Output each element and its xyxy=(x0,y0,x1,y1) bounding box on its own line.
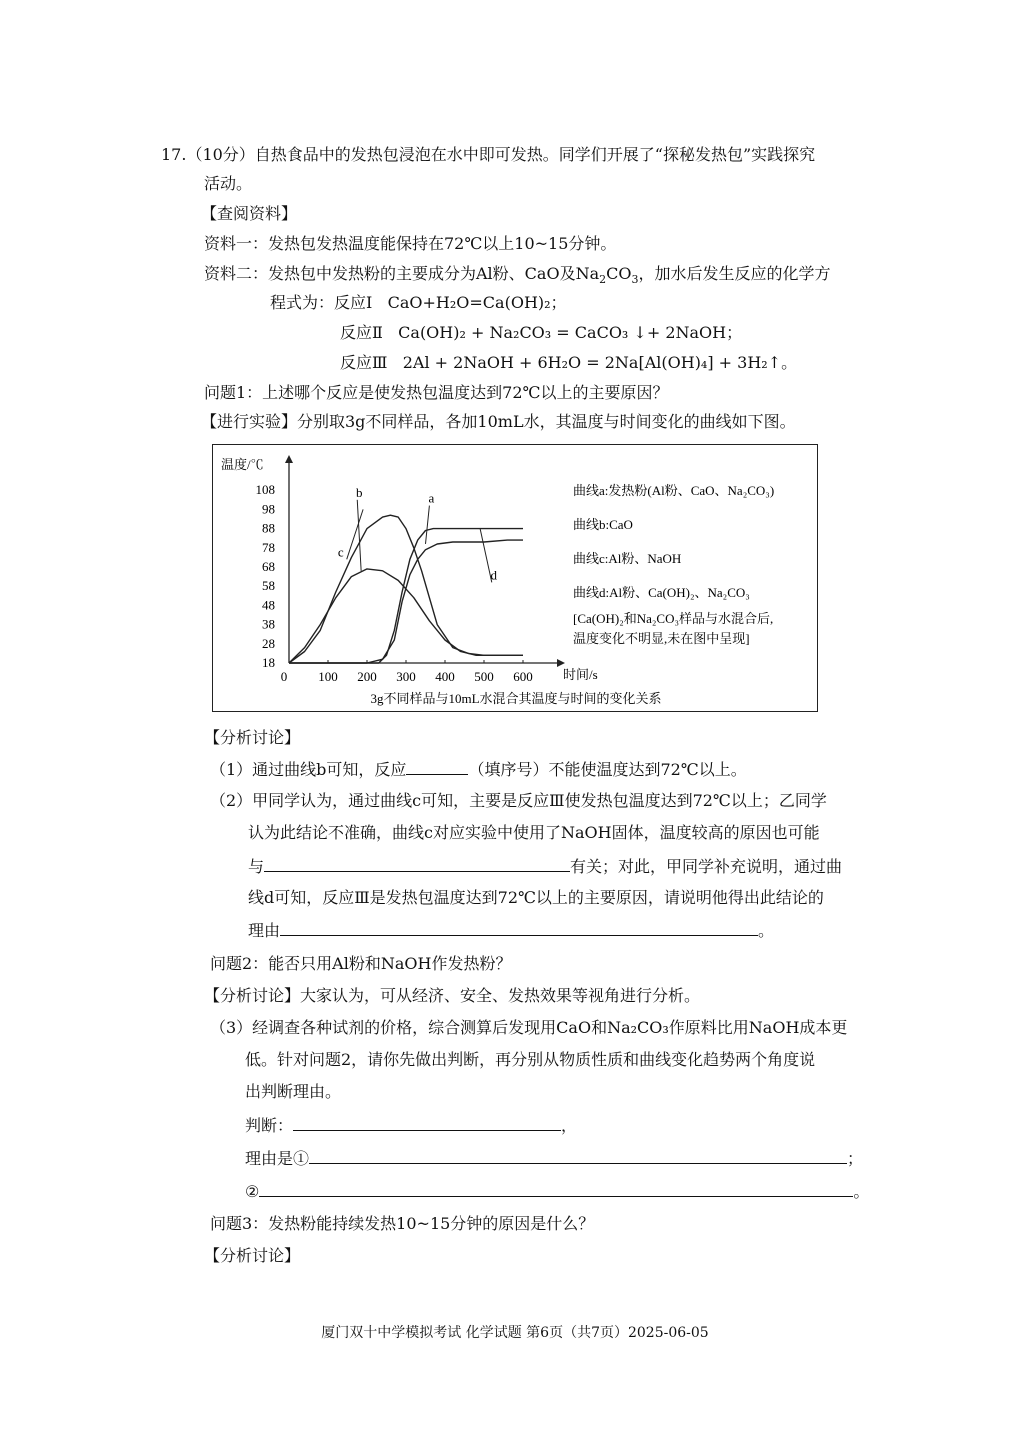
answer-blank-1[interactable] xyxy=(406,758,468,775)
y-tick-label: 108 xyxy=(255,482,275,498)
chart-svg xyxy=(213,445,819,713)
section-discussion-3: 【分析讨论】 xyxy=(204,1246,301,1265)
x-axis-arrow xyxy=(557,659,565,667)
answer-blank-3[interactable] xyxy=(280,919,758,936)
section-reference: 【查阅资料】 xyxy=(201,204,298,223)
series-label-d: d xyxy=(490,567,498,583)
x-tick-label: 300 xyxy=(396,669,416,684)
series-leader-b xyxy=(357,500,361,571)
x-tick-label: 600 xyxy=(513,669,533,684)
part-3-line-3: 出判断理由。 xyxy=(245,1082,342,1101)
part-2-line-4: 线d可知，反应Ⅲ是发热包温度达到72℃以上的主要原因，请说明他得出此结论的 xyxy=(248,888,824,907)
part-2-line-5: 理由 。 xyxy=(248,921,775,940)
y-tick-label: 58 xyxy=(262,578,275,594)
y-axis-label: 温度/℃ xyxy=(221,457,264,472)
reason-1-line: 理由是① ； xyxy=(245,1149,864,1168)
legend-entry: 温度变化不明显,未在图中呈现] xyxy=(573,631,750,646)
x-axis-label: 时间/s xyxy=(563,667,598,682)
series-leader-a xyxy=(426,506,430,544)
judgement-line: 判断： ， xyxy=(245,1116,578,1135)
problem-1: 问题1：上述哪个反应是使发热包温度达到72℃以上的主要原因？ xyxy=(204,383,669,402)
reference-one: 资料一：发热包发热温度能保持在72℃以上10~15分钟。 xyxy=(204,234,617,253)
answer-blank-reason-2[interactable] xyxy=(259,1180,853,1197)
y-tick-label: 18 xyxy=(262,655,275,670)
part-2-line-1: （2）甲同学认为，通过曲线c可知，主要是反应Ⅲ使发热包温度达到72℃以上；乙同学 xyxy=(210,791,827,810)
x-tick-label: 100 xyxy=(318,669,338,684)
reason-2-line: ② 。 xyxy=(245,1182,870,1201)
series-label-b: b xyxy=(356,484,363,500)
y-tick-label: 98 xyxy=(262,501,275,517)
y-tick-label: 48 xyxy=(262,597,275,613)
section-discussion: 【分析讨论】 xyxy=(204,728,301,747)
answer-blank-reason-1[interactable] xyxy=(309,1147,847,1164)
legend-entry: 曲线c:Al粉、NaOH xyxy=(573,551,682,566)
equation-3: 反应Ⅲ 2Al + 2NaOH + 6H₂O = 2Na[Al(OH)₄] + 3H₂↑。 xyxy=(340,353,798,372)
y-axis-arrow xyxy=(285,455,293,463)
y-tick-label: 28 xyxy=(262,635,275,651)
chart-caption: 3g不同样品与10mL水混合其温度与时间的变化关系 xyxy=(370,691,662,706)
experiment-text: 【进行实验】分别取3g不同样品，各加10mL水，其温度与时间变化的曲线如下图。 xyxy=(201,412,796,431)
temperature-chart xyxy=(212,444,818,712)
x-tick-label: 200 xyxy=(357,669,377,684)
x-tick-label: 500 xyxy=(474,669,494,684)
question-header: 17.（10分）自热食品中的发热包浸泡在水中即可发热。同学们开展了“探秘发热包”实践探究 xyxy=(161,145,816,164)
question-header-cont: 活动。 xyxy=(204,174,253,193)
x-tick-label: 0 xyxy=(280,669,288,684)
x-tick-label: 400 xyxy=(435,669,455,684)
y-tick-label: 88 xyxy=(262,520,275,536)
legend-entry: 曲线d:Al粉、Ca(OH)₂、Na₂CO₃ xyxy=(573,585,750,600)
series-label-a: a xyxy=(428,490,435,506)
part-1: （1）通过曲线b可知，反应 （填序号）不能使温度达到72℃以上。 xyxy=(210,760,747,779)
answer-blank-judgement[interactable] xyxy=(293,1114,561,1131)
part-2-line-2: 认为此结论不准确，曲线c对应实验中使用了NaOH固体，温度较高的原因也可能 xyxy=(248,823,820,842)
legend-entry: 曲线a:发热粉(Al粉、CaO、Na₂CO₃) xyxy=(573,483,775,498)
part-3-line-2: 低。针对问题2，请你先做出判断，再分别从物质性质和曲线变化趋势两个角度说 xyxy=(245,1050,816,1069)
problem-3: 问题3：发热粉能持续发热10~15分钟的原因是什么？ xyxy=(210,1214,595,1233)
series-line-a xyxy=(289,540,523,663)
y-tick-label: 38 xyxy=(262,616,275,632)
series-line-d xyxy=(289,529,523,663)
discussion-2: 【分析讨论】大家认为，可从经济、安全、发热效果等视角进行分析。 xyxy=(204,986,701,1005)
part-2-line-3: 与 有关；对此，甲同学补充说明，通过曲 xyxy=(248,857,843,876)
y-tick-label: 78 xyxy=(262,539,275,555)
y-tick-label: 68 xyxy=(262,559,275,574)
equation-2: 反应Ⅱ Ca(OH)₂ + Na₂CO₃ = CaCO₃ ↓+ 2NaOH； xyxy=(340,323,743,342)
series-line-b xyxy=(289,569,523,663)
problem-2: 问题2：能否只用Al粉和NaOH作发热粉？ xyxy=(210,954,512,973)
equation-1: 程式为：反应Ⅰ CaO+H₂O=Ca(OH)₂； xyxy=(270,293,567,312)
answer-blank-2[interactable] xyxy=(264,855,570,872)
page-footer: 厦门双十中学模拟考试 化学试题 第6页（共7页）2025-06-05 xyxy=(321,1325,709,1341)
reference-two: 资料二：发热包中发热粉的主要成分为Al粉、CaO及$Na_2CO_3$，加水后发生反应的化学方 xyxy=(204,264,831,287)
part-3-line-1: （3）经调查各种试剂的价格，综合测算后发现用CaO和Na₂CO₃作原料比用NaOH成本更 xyxy=(210,1018,848,1037)
legend-entry: 曲线b:CaO xyxy=(573,517,633,532)
series-label-c: c xyxy=(337,544,344,560)
legend-entry: [Ca(OH)₂和Na₂CO₃样品与水混合后, xyxy=(573,611,774,626)
